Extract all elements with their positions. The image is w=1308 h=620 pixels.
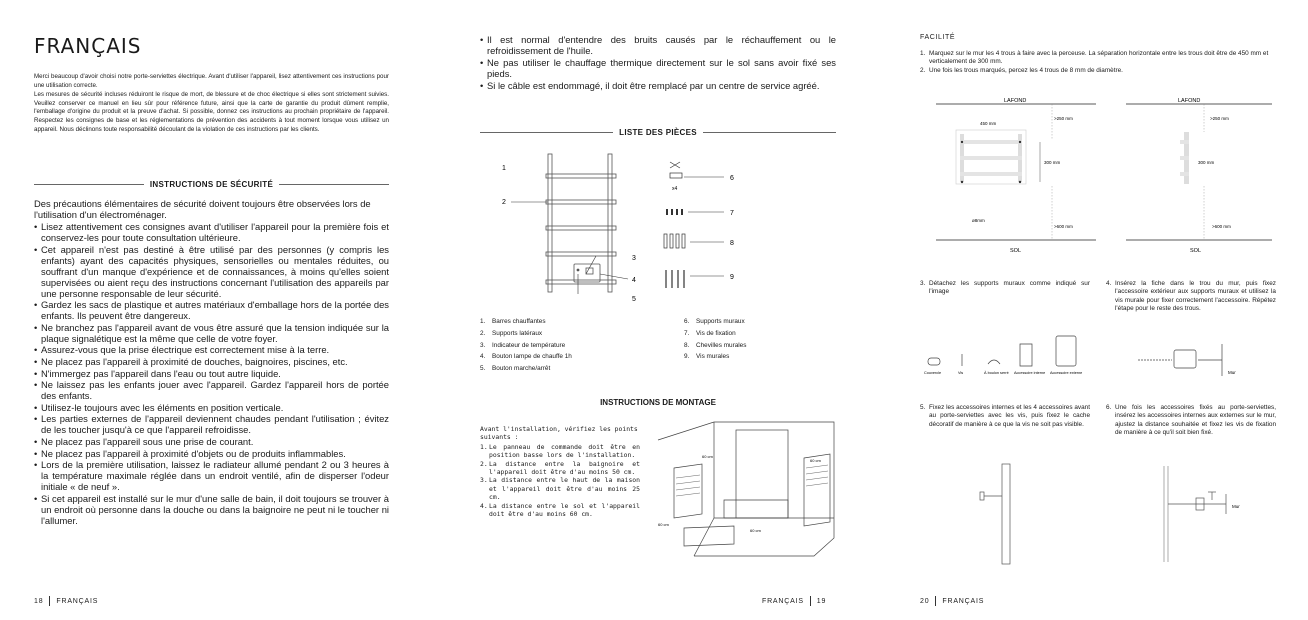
mounting-lead: Avant l'installation, vérifiez les points suivants : [480, 425, 638, 442]
quantity-label: x4 [672, 186, 678, 192]
intro-paragraph-1: Merci beaucoup d'avoir choisi notre porte-serviettes électrique. Avant d'utiliser l'appareil, lisez attentivement ces instructions pour une utilisation correcte. [34, 73, 389, 89]
mounting-item: 4. La distance entre le sol et l'appareil doit être d'au moins 60 cm. [480, 501, 640, 519]
part-label: Supports muraux [696, 318, 745, 325]
safety-lead: Des précautions élémentaires de sécurité doivent toujours être observées lors de l'utilisation d'un électroménager. [34, 198, 371, 220]
safety-heading: INSTRUCTIONS DE SÉCURITÉ [34, 180, 389, 189]
mounting-item: 1. Le panneau de commande doit être en position basse lors de l'installation. [480, 442, 640, 460]
safety-list [34, 198, 389, 526]
wall-mount-final-diagram [1156, 466, 1266, 566]
part-label: Chevilles murales [696, 341, 747, 349]
page-footer [920, 596, 984, 606]
footer-language: FRANÇAIS [56, 597, 99, 605]
bracket-parts-diagram [922, 330, 1096, 386]
page-number: 20 [920, 597, 930, 605]
safety-item: • Utilisez-le toujours avec les éléments en position verticale. [34, 402, 389, 413]
clearance-label: 60 cm [702, 454, 713, 459]
wall-bracket-icon [670, 162, 682, 178]
safety-item: • Assurez-vous que la prise électrique est correctement mise à la terre. [34, 344, 389, 355]
safety-item: • Ne placez pas l'appareil à proximité de douches, baignoires, piscines, etc. [34, 356, 389, 367]
page-footer [762, 596, 826, 606]
callout-7: 7 [730, 210, 734, 217]
footer-language: FRANÇAIS [942, 597, 985, 605]
svg-text:ø8mm: ø8mm [972, 218, 985, 223]
part-label: Supports latéraux [492, 329, 543, 337]
svg-text:>600 mm: >600 mm [1212, 224, 1231, 229]
wall-insert-diagram [1130, 340, 1260, 380]
safety-item: • Il est normal d'entendre des bruits causés par le réchauffement ou le refroidissement de l'huile. [480, 34, 836, 56]
callout-3: 3 [632, 255, 636, 262]
wall-label: Mur [1228, 370, 1236, 375]
bathroom-clearance-diagram [654, 418, 838, 560]
parts-legend-right: 6. Supports muraux 7. Vis de fixation 8. Chevilles murales 9. Vis murales [684, 316, 834, 363]
svg-text:300 mm: 300 mm [1198, 160, 1215, 165]
callout-1: 1 [502, 165, 506, 172]
part-label: Vis murales [696, 353, 730, 361]
clearance-label: 60 cm [810, 458, 821, 463]
wall-label: Mur [1232, 504, 1240, 509]
svg-text:À boulon serré: À boulon serré [984, 371, 1009, 375]
safety-item: • Lisez attentivement ces consignes avant d'utiliser l'appareil pour la première fois et conservez-les pour toute consultation ultérieure. [34, 221, 389, 243]
svg-text:300 mm: 300 mm [1044, 160, 1061, 165]
step-1: 1. Marquez sur le mur les 4 trous à faire avec la perceuse. La séparation horizontale entre les trous doit être de 450 mm et verticalement de 300 mm. [920, 50, 1269, 66]
clearance-label: 60 cm [750, 528, 761, 533]
page-title: FRANÇAIS [34, 34, 142, 58]
part-label: Barres chauffantes [492, 318, 546, 325]
svg-text:>250 mm: >250 mm [1210, 116, 1229, 121]
page-20 [872, 0, 1308, 620]
step-6: 6. Une fois les accessoires fixés au porte-serviettes, insérez les accessoires internes aux externes sur le mur, ajustez la distance souhaitée et fixez les vis de fixation de manière à ce qu'il soit bien fixé. [1106, 404, 1276, 437]
bolt-icon [988, 360, 1000, 364]
safety-item: • N'immergez pas l'appareil dans l'eau ou tout autre liquide. [34, 368, 389, 379]
step-4: 4. Insérez la fiche dans le trou du mur, puis fixez l'accessoire extérieur aux supports muraux et utilisez la vis murale pour fixer correctement l'accessoire. Répétez l'étape pour le reste des trous. [1106, 280, 1276, 313]
internal-accessory-icon [1020, 344, 1032, 366]
svg-text:450 mm: 450 mm [980, 121, 997, 126]
safety-item: • Lors de la première utilisation, laissez le radiateur allumé pendant 2 ou 3 heures à la température maximale réglée dans un endroit ventilé, afin de disperser l'odeur initiale « de neuf ». [34, 459, 389, 492]
mounting-checklist [480, 425, 640, 518]
svg-text:>600 mm: >600 mm [1054, 224, 1073, 229]
svg-text:LAFOND: LAFOND [1004, 98, 1027, 104]
part-label: Bouton lampe de chauffe 1h [492, 353, 572, 361]
mounting-item: 2. La distance entre la baignoire et l'appareil doit être d'au moins 50 cm. [480, 459, 640, 477]
part-label: Bouton marche/arrêt [492, 365, 551, 373]
svg-text:Couvercle: Couvercle [924, 371, 942, 375]
clearance-label: 60 cm [658, 522, 669, 527]
external-accessory-icon [1056, 336, 1076, 366]
safety-item: • Si cet appareil est installé sur le mur d'une salle de bain, il doit toujours se trouver à un endroit où personne dans la douche ou dans la baignoire ne peut ni le toucher ni l'allumer. [34, 493, 389, 526]
wall-plugs-icon [664, 234, 685, 248]
cover-icon [928, 358, 940, 365]
callout-9: 9 [730, 274, 734, 281]
footer-divider [935, 596, 936, 606]
front-drilling-diagram [936, 98, 1096, 254]
footer-language: FRANÇAIS [762, 597, 804, 605]
accessory-fix-diagram [972, 460, 1052, 570]
drilling-diagrams [936, 94, 1274, 256]
parts-heading: LISTE DES PIÈCES [480, 128, 836, 137]
intro-text [34, 73, 389, 135]
wall-screws-icon [666, 270, 684, 288]
footer-divider [810, 596, 811, 606]
safety-item: • Ne placez pas l'appareil à proximité d'objets ou de produits inflammables. [34, 448, 389, 459]
svg-text:Vis: Vis [958, 371, 964, 375]
safety-item: • Ne pas utiliser le chauffage thermique directement sur le sol sans avoir fixé ses pieds. [480, 57, 836, 79]
page-18 [0, 0, 436, 620]
svg-text:>250 mm: >250 mm [1054, 116, 1073, 121]
footer-divider [49, 596, 50, 606]
page-19 [436, 0, 872, 620]
svg-text:Accessoire externe: Accessoire externe [1050, 371, 1083, 375]
fixing-screws-icon [666, 209, 683, 215]
callout-5: 5 [632, 296, 636, 303]
parts-legend-left: 1. Barres chauffantes 2. Supports latéraux 3. Indicateur de température 4. Bouton lampe de chauffe 1h 5. Bouton marche/arrêt [480, 316, 640, 375]
svg-text:LAFOND: LAFOND [1178, 98, 1201, 104]
page-number: 19 [816, 597, 827, 605]
parts-diagram [496, 146, 816, 306]
section-heading: FACILITÉ [920, 34, 956, 41]
svg-text:SOL: SOL [1010, 248, 1022, 254]
callout-2: 2 [502, 199, 506, 206]
safety-item: • Ne laissez pas les enfants jouer avec l'appareil. Gardez l'appareil hors de portée des enfants. [34, 379, 389, 401]
step-3: 3. Détachez les supports muraux comme indiqué sur l'image [920, 280, 1090, 296]
callout-6: 6 [730, 175, 734, 182]
callout-4: 4 [632, 277, 636, 284]
callout-8: 8 [730, 240, 734, 247]
step-5: 5. Fixez les accessoires internes et les 4 accessoires avant au porte-serviettes avec les vis, puis fixez le cache décoratif de manière à ce que la vis ne soit pas visible. [920, 404, 1090, 428]
clearance-hatching [676, 465, 828, 496]
safety-item: • Ne branchez pas l'appareil avant de vous être assuré que la tension indiquée sur la plaque signalétique est la même que celle de votre foyer. [34, 322, 389, 344]
mounting-heading: INSTRUCTIONS DE MONTAGE [600, 398, 716, 407]
safety-item: • Si le câble est endommagé, il doit être remplacé par un centre de service agréé. [480, 80, 836, 91]
safety-list-continued [480, 34, 836, 91]
svg-text:SOL: SOL [1190, 248, 1202, 254]
intro-paragraph-2: Les mesures de sécurité incluses réduiront le risque de mort, de blessure et de choc électrique si elles sont strictement suivies. Veuillez conserver ce manuel en lieu sûr pour référence future, ainsi que la carte de garantie du produit dûment remplie, l'emballage d'origine du produit et la preuve d'achat. Si possible, donnez ces instructions au prochain propriétaire de l'appareil. Respectez les consignes de base et les réglementations de prévention des accidents à tout moment lorsque vous utilisez un appareil. Nous déclinons toute responsabilité découlant de la violation de ces instructions par les clients. [34, 91, 389, 133]
leader-lines [511, 177, 724, 294]
svg-text:Accessoire interne: Accessoire interne [1014, 371, 1046, 375]
safety-item: • Les parties externes de l'appareil deviennent chaudes pendant l'utilisation ; évitez de les toucher jusqu'à ce que l'appareil refroidisse. [34, 413, 389, 435]
steps-1-2 [920, 50, 1275, 75]
page-number: 18 [34, 597, 44, 605]
mounting-item: 3. La distance entre le haut de la maison et l'appareil doit être d'au moins 25 cm. [480, 476, 640, 502]
step-2: 2. Une fois les trous marqués, percez les 4 trous de 8 mm de diamètre. [920, 66, 1123, 74]
towel-rail-illustration [546, 154, 616, 292]
safety-item: • Cet appareil n'est pas destiné à être utilisé par des personnes (y compris les enfants) ayant des capacités physiques, sensorielles ou mentales réduites, ou souffrant d'un manque d'expérience et de connaissances, à moins qu'elles soient supervisées ou aient reçu des instructions concernant l'utilisation des appareils par une personne responsable de leur sécurité. [34, 244, 389, 299]
side-drilling-diagram [1126, 98, 1272, 254]
safety-item: • Ne placez pas l'appareil sous une prise de courant. [34, 436, 389, 447]
safety-item: • Gardez les sacs de plastique et autres matériaux d'emballage hors de la portée des enfants. Ils peuvent être dangereux. [34, 299, 389, 321]
page-footer [34, 596, 98, 606]
part-label: Indicateur de température [492, 341, 566, 349]
part-label: Vis de fixation [696, 329, 736, 337]
